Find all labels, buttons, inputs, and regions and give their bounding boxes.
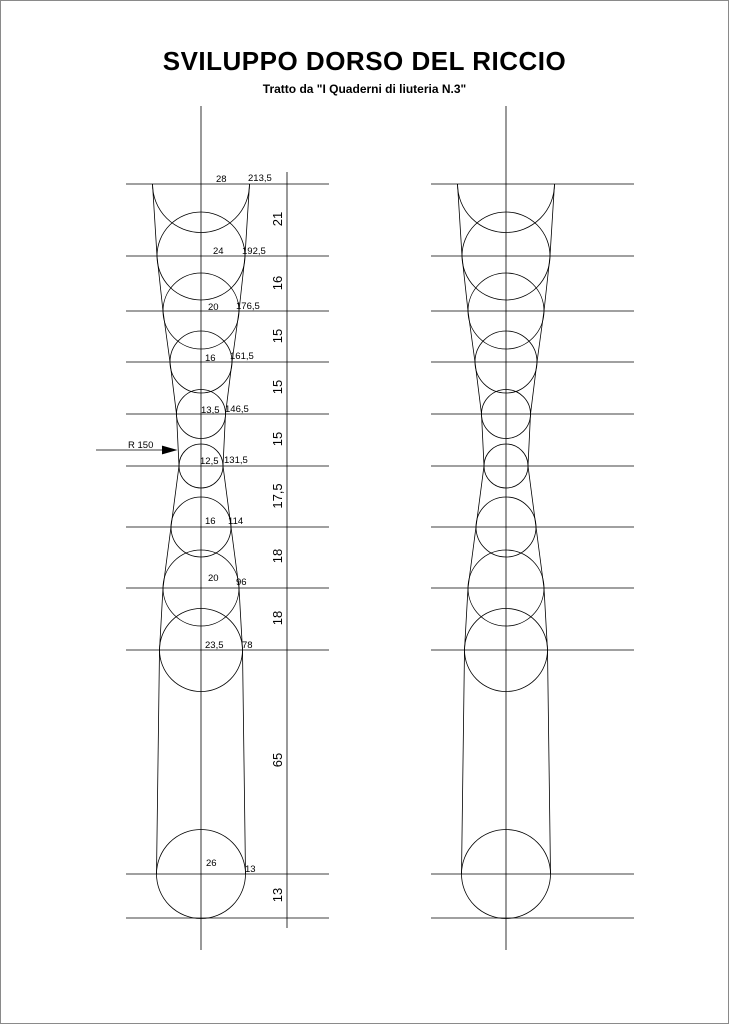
- spacing-label-1: 16: [270, 275, 285, 291]
- spacing-label-7: 18: [270, 610, 285, 626]
- diameter-label-7: 20: [208, 573, 219, 584]
- radius-pointer-label: R 150: [128, 440, 154, 451]
- position-label-3: 161,5: [230, 351, 254, 362]
- spacing-label-4: 15: [270, 431, 285, 447]
- right-development-drawing: [431, 106, 634, 950]
- right-outline-left: [458, 184, 485, 874]
- page-title: SVILUPPO DORSO DEL RICCIO: [162, 46, 567, 76]
- position-label-9: 13: [245, 864, 256, 875]
- diameter-label-6: 16: [205, 516, 216, 527]
- diameter-label-0: 28: [216, 174, 227, 185]
- position-label-5: 131,5: [224, 455, 248, 466]
- spacing-label-2: 15: [270, 328, 285, 344]
- position-label-4: 146,5: [225, 404, 249, 415]
- diameter-label-5: 12,5: [200, 456, 219, 467]
- right-outline-right: [528, 184, 555, 874]
- diameter-label-4: 13,5: [201, 405, 220, 416]
- page-subtitle: Tratto da "I Quaderni di liuteria N.3": [262, 82, 467, 96]
- left-development-drawing: [126, 106, 329, 950]
- diameter-label-8: 23,5: [205, 640, 224, 651]
- position-label-6: 114: [228, 516, 244, 527]
- spacing-label-3: 15: [270, 379, 285, 395]
- spacing-label-0: 21: [270, 211, 285, 227]
- diameter-label-3: 16: [205, 353, 216, 364]
- diameter-label-2: 20: [208, 302, 219, 313]
- diameter-label-1: 24: [213, 246, 224, 257]
- position-label-1: 192,5: [242, 246, 266, 257]
- position-label-0: 213,5: [248, 173, 272, 184]
- position-label-7: 96: [236, 577, 247, 588]
- diameter-label-9: 26: [206, 858, 217, 869]
- position-label-8: 78: [242, 640, 253, 651]
- spacing-label-6: 18: [270, 548, 285, 564]
- position-label-2: 176,5: [236, 301, 260, 312]
- left-outline-left: [153, 184, 180, 874]
- spacing-label-5: 17,5: [270, 483, 285, 509]
- spacing-label-9: 13: [270, 887, 285, 903]
- spacing-label-8: 65: [270, 752, 285, 768]
- radius-pointer: [96, 440, 176, 454]
- radius-pointer-arrowhead: [162, 446, 176, 454]
- left-outline-right: [223, 184, 250, 874]
